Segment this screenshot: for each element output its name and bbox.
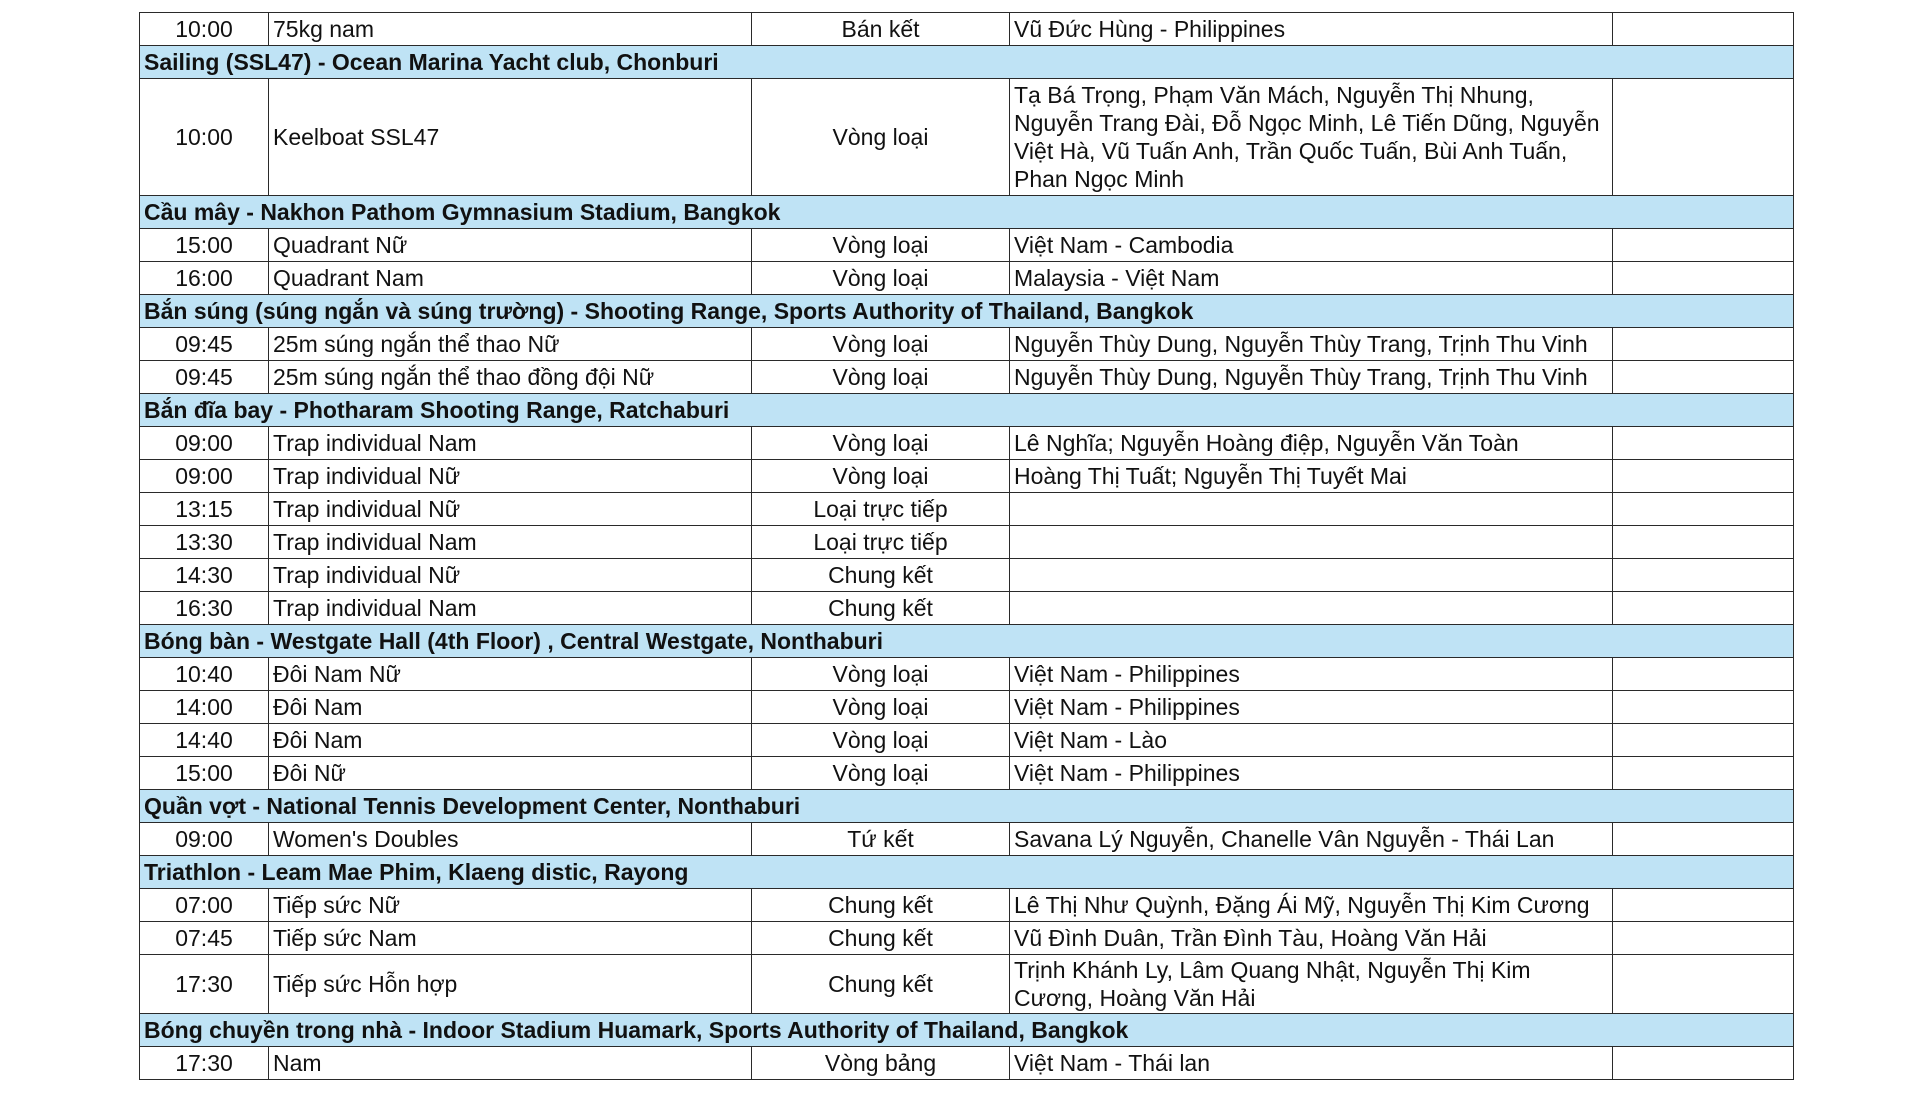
- note-cell: [1613, 757, 1794, 790]
- section-title: Bóng chuyền trong nhà - Indoor Stadium Huamark, Sports Authority of Thailand, Bangkok: [140, 1014, 1794, 1047]
- time-cell: 17:30: [140, 1047, 269, 1080]
- time-cell: 10:00: [140, 13, 269, 46]
- note-cell: [1613, 361, 1794, 394]
- section-header-row: [140, 625, 1794, 658]
- section-header-row: [140, 1014, 1794, 1047]
- event-cell: 75kg nam: [269, 13, 752, 46]
- table-row: [140, 526, 1794, 559]
- event-cell: Trap individual Nam: [269, 592, 752, 625]
- note-cell: [1613, 460, 1794, 493]
- time-cell: 10:00: [140, 79, 269, 196]
- time-cell: 09:00: [140, 427, 269, 460]
- time-cell: 15:00: [140, 757, 269, 790]
- time-cell: 10:40: [140, 658, 269, 691]
- table-row: [140, 592, 1794, 625]
- event-cell: Đôi Nữ: [269, 757, 752, 790]
- table-row: [140, 889, 1794, 922]
- stage-cell: Tứ kết: [752, 823, 1010, 856]
- stage-cell: Vòng loại: [752, 229, 1010, 262]
- note-cell: [1613, 922, 1794, 955]
- time-cell: 09:45: [140, 361, 269, 394]
- athletes-cell: Nguyễn Thùy Dung, Nguyễn Thùy Trang, Trịnh Thu Vinh: [1010, 328, 1613, 361]
- time-cell: 09:00: [140, 823, 269, 856]
- athletes-cell: Việt Nam - Lào: [1010, 724, 1613, 757]
- athletes-cell: Malaysia - Việt Nam: [1010, 262, 1613, 295]
- stage-cell: Vòng loại: [752, 79, 1010, 196]
- athletes-cell: Trịnh Khánh Ly, Lâm Quang Nhật, Nguyễn Thị Kim Cương, Hoàng Văn Hải: [1010, 955, 1613, 1014]
- table-row: [140, 658, 1794, 691]
- time-cell: 13:15: [140, 493, 269, 526]
- section-header-row: [140, 196, 1794, 229]
- note-cell: [1613, 262, 1794, 295]
- event-cell: Trap individual Nữ: [269, 460, 752, 493]
- athletes-cell: Savana Lý Nguyễn, Chanelle Vân Nguyễn - Thái Lan: [1010, 823, 1613, 856]
- table-row: [140, 229, 1794, 262]
- note-cell: [1613, 889, 1794, 922]
- event-cell: Trap individual Nữ: [269, 493, 752, 526]
- stage-cell: Vòng bảng: [752, 1047, 1010, 1080]
- stage-cell: Vòng loại: [752, 658, 1010, 691]
- table-row: [140, 427, 1794, 460]
- note-cell: [1613, 559, 1794, 592]
- event-cell: Tiếp sức Nữ: [269, 889, 752, 922]
- note-cell: [1613, 724, 1794, 757]
- athletes-cell: Vũ Đức Hùng - Philippines: [1010, 13, 1613, 46]
- athletes-cell: [1010, 526, 1613, 559]
- athletes-cell: [1010, 493, 1613, 526]
- note-cell: [1613, 13, 1794, 46]
- time-cell: 17:30: [140, 955, 269, 1014]
- table-row: [140, 724, 1794, 757]
- stage-cell: Chung kết: [752, 559, 1010, 592]
- time-cell: 14:40: [140, 724, 269, 757]
- note-cell: [1613, 823, 1794, 856]
- stage-cell: Vòng loại: [752, 361, 1010, 394]
- event-cell: Nam: [269, 1047, 752, 1080]
- stage-cell: Vòng loại: [752, 724, 1010, 757]
- table-row: [140, 955, 1794, 1014]
- time-cell: 15:00: [140, 229, 269, 262]
- stage-cell: Loại trực tiếp: [752, 526, 1010, 559]
- time-cell: 07:00: [140, 889, 269, 922]
- table-row: [140, 757, 1794, 790]
- stage-cell: Vòng loại: [752, 427, 1010, 460]
- table-row: [140, 262, 1794, 295]
- section-header-row: [140, 856, 1794, 889]
- table-row: [140, 13, 1794, 46]
- stage-cell: Vòng loại: [752, 328, 1010, 361]
- note-cell: [1613, 955, 1794, 1014]
- event-cell: Tiếp sức Hỗn hợp: [269, 955, 752, 1014]
- section-title: Triathlon - Leam Mae Phim, Klaeng distic, Rayong: [140, 856, 1794, 889]
- time-cell: 07:45: [140, 922, 269, 955]
- stage-cell: Vòng loại: [752, 460, 1010, 493]
- note-cell: [1613, 328, 1794, 361]
- athletes-cell: Việt Nam - Philippines: [1010, 757, 1613, 790]
- table-row: [140, 823, 1794, 856]
- stage-cell: Loại trực tiếp: [752, 493, 1010, 526]
- table-row: [140, 922, 1794, 955]
- stage-cell: Chung kết: [752, 592, 1010, 625]
- stage-cell: Vòng loại: [752, 691, 1010, 724]
- event-cell: Đôi Nam: [269, 691, 752, 724]
- event-cell: 25m súng ngắn thể thao đồng đội Nữ: [269, 361, 752, 394]
- athletes-cell: [1010, 559, 1613, 592]
- section-header-row: [140, 790, 1794, 823]
- section-title: Bắn súng (súng ngắn và súng trường) - Shooting Range, Sports Authority of Thailand, Bangkok: [140, 295, 1794, 328]
- section-header-row: [140, 46, 1794, 79]
- section-title: Bóng bàn - Westgate Hall (4th Floor) , Central Westgate, Nonthaburi: [140, 625, 1794, 658]
- event-cell: Quadrant Nữ: [269, 229, 752, 262]
- table-row: [140, 691, 1794, 724]
- schedule-table: [139, 12, 1794, 1080]
- time-cell: 16:00: [140, 262, 269, 295]
- event-cell: Đôi Nam: [269, 724, 752, 757]
- athletes-cell: [1010, 592, 1613, 625]
- time-cell: 13:30: [140, 526, 269, 559]
- section-header-row: [140, 394, 1794, 427]
- athletes-cell: Tạ Bá Trọng, Phạm Văn Mách, Nguyễn Thị Nhung, Nguyễn Trang Đài, Đỗ Ngọc Minh, Lê Tiến Dũng, Nguyễn Việt Hà, Vũ Tuấn Anh, Trần Quốc Tuấn, Bùi Anh Tuấn, Phan Ngọc Minh: [1010, 79, 1613, 196]
- athletes-cell: Việt Nam - Cambodia: [1010, 229, 1613, 262]
- time-cell: 09:45: [140, 328, 269, 361]
- note-cell: [1613, 1047, 1794, 1080]
- note-cell: [1613, 691, 1794, 724]
- note-cell: [1613, 493, 1794, 526]
- note-cell: [1613, 658, 1794, 691]
- event-cell: Quadrant Nam: [269, 262, 752, 295]
- athletes-cell: Lê Nghĩa; Nguyễn Hoàng điệp, Nguyễn Văn Toàn: [1010, 427, 1613, 460]
- section-header-row: [140, 295, 1794, 328]
- athletes-cell: Nguyễn Thùy Dung, Nguyễn Thùy Trang, Trịnh Thu Vinh: [1010, 361, 1613, 394]
- athletes-cell: Hoàng Thị Tuất; Nguyễn Thị Tuyết Mai: [1010, 460, 1613, 493]
- table-row: [140, 361, 1794, 394]
- event-cell: Women's Doubles: [269, 823, 752, 856]
- stage-cell: Vòng loại: [752, 757, 1010, 790]
- table-row: [140, 79, 1794, 196]
- stage-cell: Chung kết: [752, 889, 1010, 922]
- time-cell: 14:30: [140, 559, 269, 592]
- note-cell: [1613, 79, 1794, 196]
- event-cell: Trap individual Nam: [269, 427, 752, 460]
- table-row: [140, 493, 1794, 526]
- athletes-cell: Việt Nam - Philippines: [1010, 691, 1613, 724]
- event-cell: Trap individual Nam: [269, 526, 752, 559]
- note-cell: [1613, 427, 1794, 460]
- stage-cell: Vòng loại: [752, 262, 1010, 295]
- section-title: Cầu mây - Nakhon Pathom Gymnasium Stadium, Bangkok: [140, 196, 1794, 229]
- table-row: [140, 460, 1794, 493]
- stage-cell: Chung kết: [752, 922, 1010, 955]
- stage-cell: Bán kết: [752, 13, 1010, 46]
- event-cell: Keelboat SSL47: [269, 79, 752, 196]
- note-cell: [1613, 592, 1794, 625]
- table-row: [140, 1047, 1794, 1080]
- athletes-cell: Việt Nam - Thái lan: [1010, 1047, 1613, 1080]
- event-cell: 25m súng ngắn thể thao Nữ: [269, 328, 752, 361]
- table-row: [140, 559, 1794, 592]
- schedule-table-body: [140, 13, 1794, 1080]
- section-title: Sailing (SSL47) - Ocean Marina Yacht club, Chonburi: [140, 46, 1794, 79]
- section-title: Quần vợt - National Tennis Development Center, Nonthaburi: [140, 790, 1794, 823]
- time-cell: 16:30: [140, 592, 269, 625]
- note-cell: [1613, 526, 1794, 559]
- note-cell: [1613, 229, 1794, 262]
- time-cell: 09:00: [140, 460, 269, 493]
- event-cell: Trap individual Nữ: [269, 559, 752, 592]
- table-row: [140, 328, 1794, 361]
- event-cell: Đôi Nam Nữ: [269, 658, 752, 691]
- event-cell: Tiếp sức Nam: [269, 922, 752, 955]
- athletes-cell: Lê Thị Như Quỳnh, Đặng Ái Mỹ, Nguyễn Thị Kim Cương: [1010, 889, 1613, 922]
- athletes-cell: Việt Nam - Philippines: [1010, 658, 1613, 691]
- athletes-cell: Vũ Đình Duân, Trần Đình Tàu, Hoàng Văn Hải: [1010, 922, 1613, 955]
- time-cell: 14:00: [140, 691, 269, 724]
- stage-cell: Chung kết: [752, 955, 1010, 1014]
- section-title: Bắn đĩa bay - Photharam Shooting Range, Ratchaburi: [140, 394, 1794, 427]
